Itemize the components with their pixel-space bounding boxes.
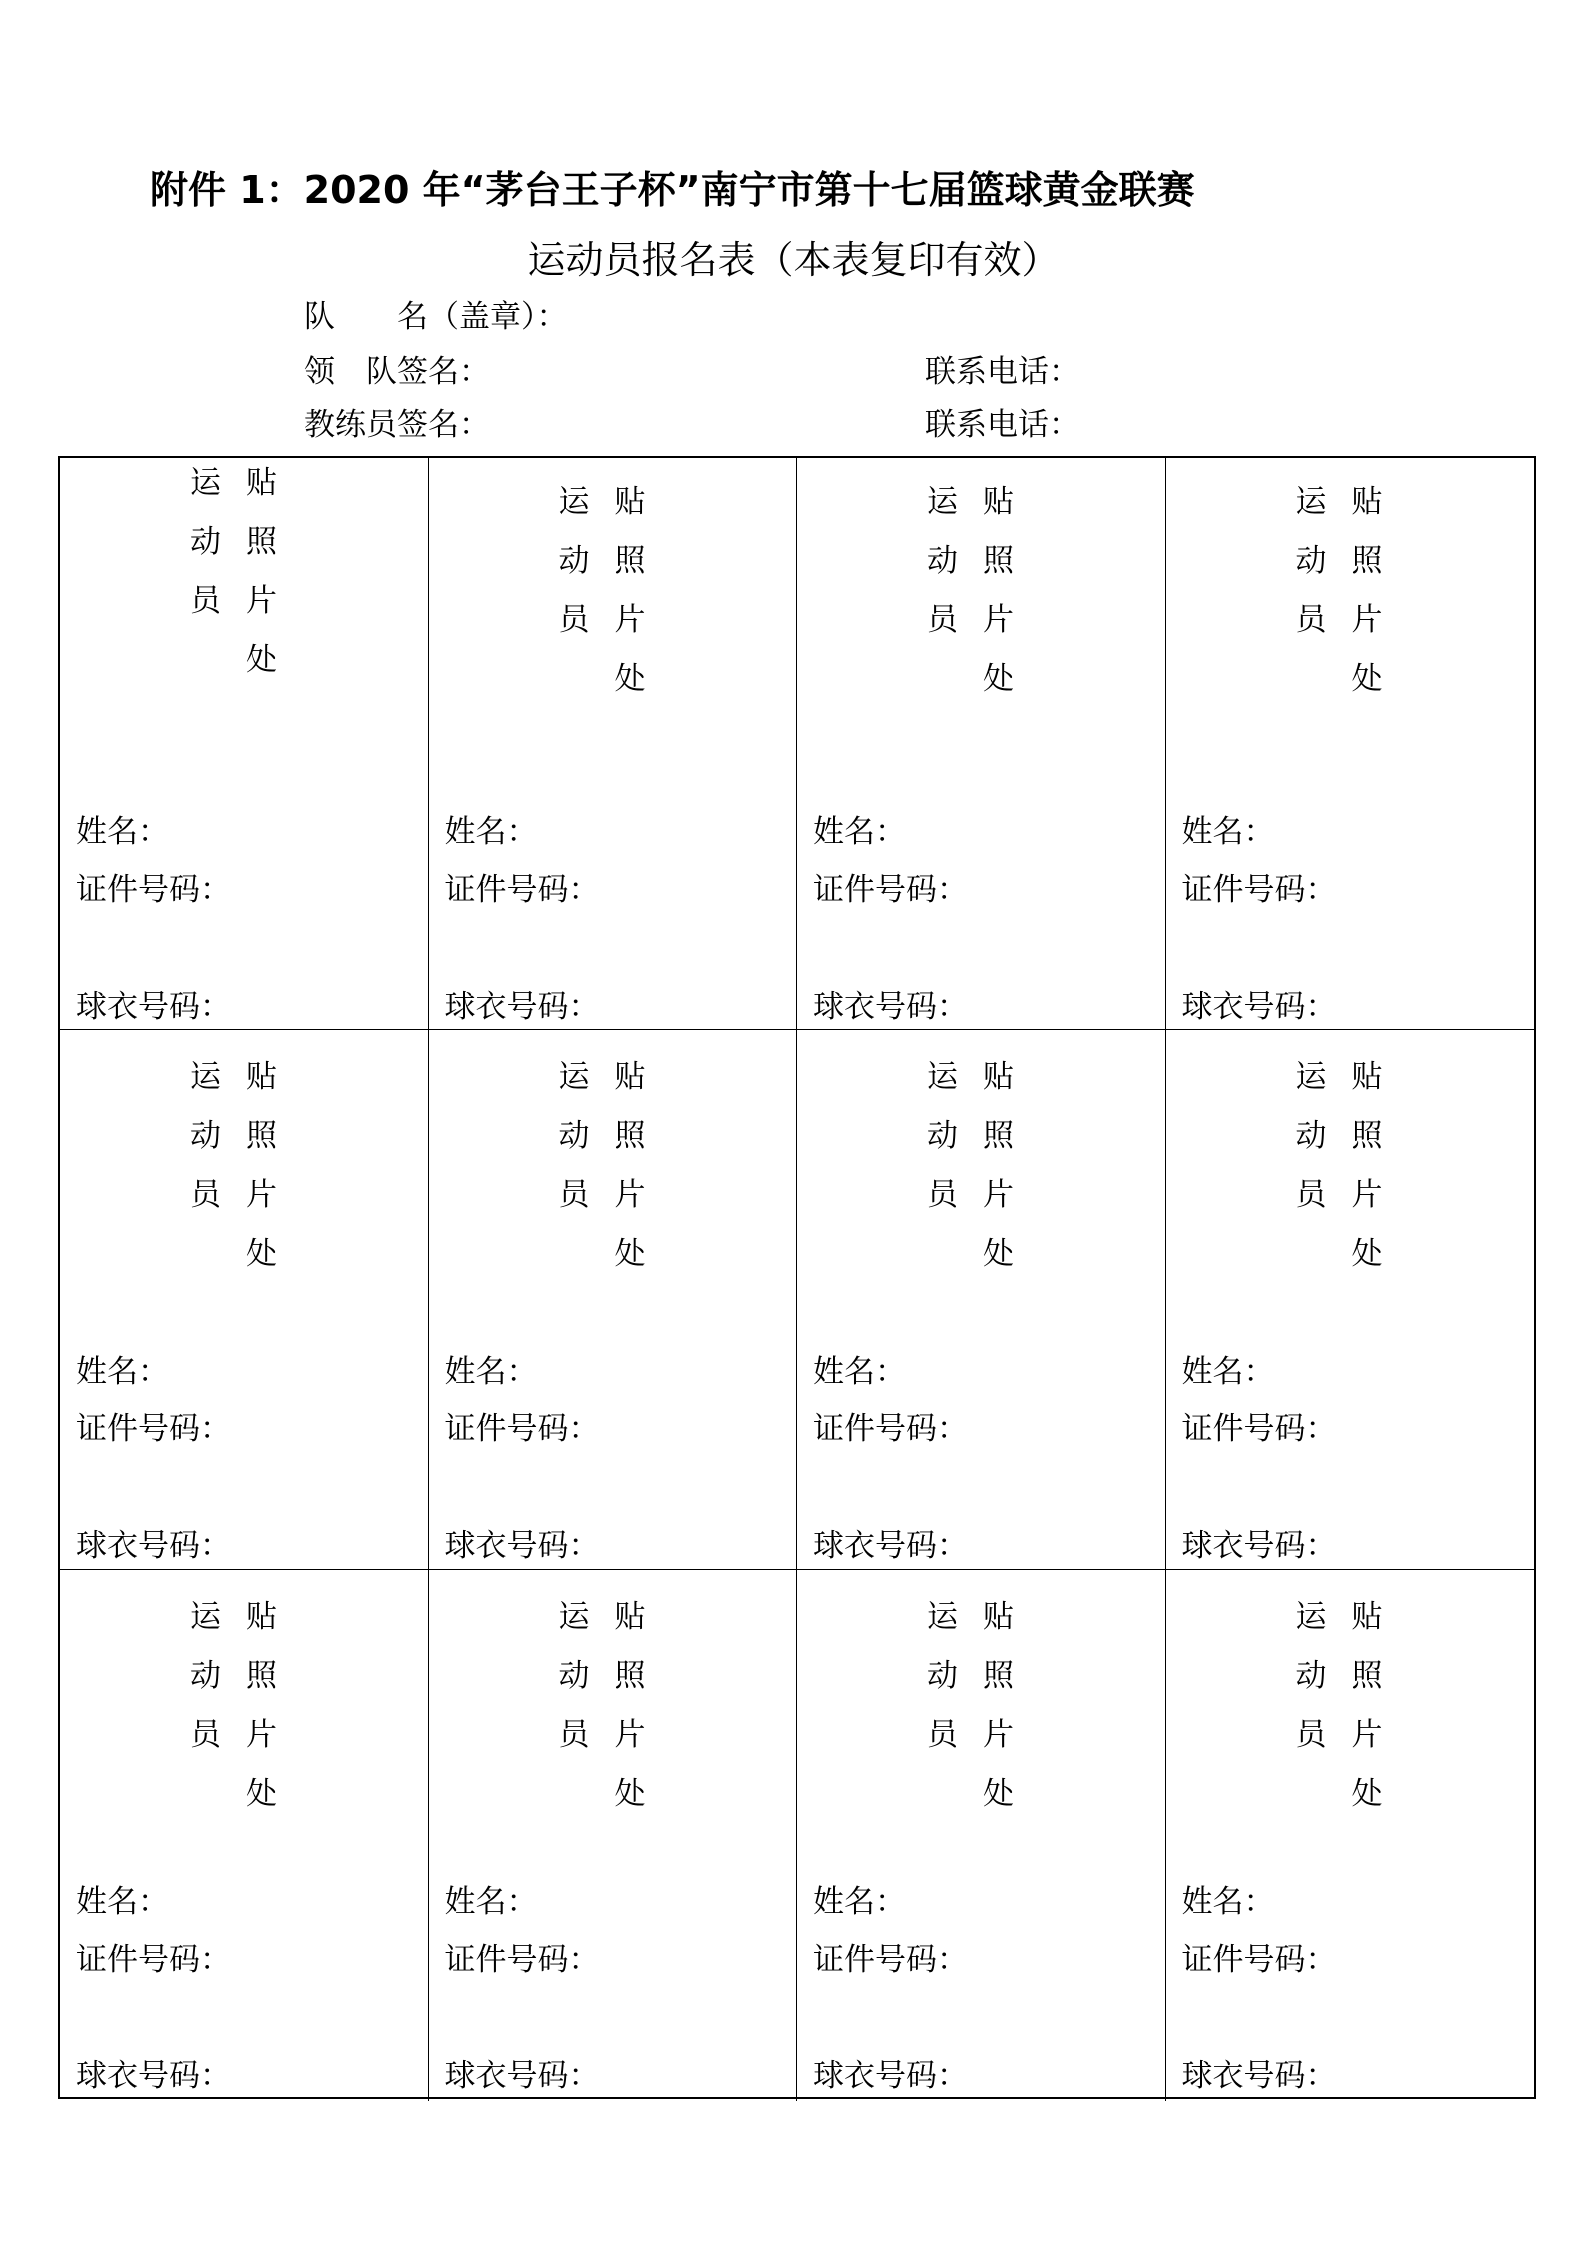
photo-caption-char: 员 bbox=[558, 602, 590, 638]
photo-caption-char: 运 bbox=[927, 1599, 958, 1635]
photo-caption-char: 动 bbox=[927, 543, 958, 579]
athlete-id-number-label: 证件号码： bbox=[444, 1942, 600, 1978]
photo-caption-char: 照 bbox=[1351, 1118, 1383, 1154]
athlete-card bbox=[60, 458, 429, 1030]
athlete-id-number-label: 证件号码： bbox=[813, 1942, 968, 1978]
photo-caption-col-2 bbox=[983, 1048, 1023, 1284]
photo-caption-char: 处 bbox=[1351, 661, 1383, 697]
athlete-name-label: 姓名： bbox=[76, 814, 169, 850]
athlete-id-number-label: 证件号码： bbox=[813, 1411, 968, 1447]
athlete-name-label: 姓名： bbox=[813, 1354, 906, 1390]
photo-caption-char: 动 bbox=[190, 524, 221, 560]
photo-caption-char: 片 bbox=[983, 1177, 1014, 1213]
athlete-card bbox=[797, 1030, 1166, 1570]
athlete-card bbox=[1166, 1570, 1535, 2101]
photo-caption-char: 片 bbox=[1351, 602, 1383, 638]
photo-caption-char: 照 bbox=[614, 1658, 646, 1694]
photo-caption-char: 照 bbox=[1351, 1658, 1383, 1694]
team-name-label: 队 名（盖章）： bbox=[304, 299, 568, 335]
photo-caption-char: 贴 bbox=[983, 1599, 1014, 1635]
photo-caption-char: 运 bbox=[927, 484, 958, 520]
athlete-jersey-number-label: 球衣号码： bbox=[1181, 1528, 1337, 1564]
photo-caption-char: 处 bbox=[246, 1236, 277, 1272]
photo-caption-char: 员 bbox=[190, 583, 221, 619]
photo-caption-char: 运 bbox=[1295, 484, 1327, 520]
photo-caption-char: 贴 bbox=[614, 1599, 646, 1635]
photo-caption-char: 片 bbox=[246, 1177, 277, 1213]
photo-caption-col-2 bbox=[615, 1048, 655, 1284]
photo-caption-char: 照 bbox=[246, 1658, 277, 1694]
photo-caption-col-2 bbox=[246, 1048, 286, 1284]
athlete-card bbox=[60, 1570, 429, 2101]
athlete-id-number-label: 证件号码： bbox=[1181, 1411, 1337, 1447]
athlete-name-label: 姓名： bbox=[76, 1884, 169, 1920]
athlete-card bbox=[60, 1030, 429, 1570]
photo-caption-char: 员 bbox=[190, 1177, 221, 1213]
photo-caption-char: 照 bbox=[246, 1118, 277, 1154]
photo-caption-char: 片 bbox=[246, 583, 277, 619]
photo-caption-char: 处 bbox=[614, 1776, 646, 1812]
photo-caption-char: 贴 bbox=[983, 484, 1014, 520]
photo-caption-col-1 bbox=[190, 454, 230, 631]
photo-caption-char: 员 bbox=[1295, 1177, 1327, 1213]
photo-caption-char: 运 bbox=[190, 1059, 221, 1095]
athlete-id-number-label: 证件号码： bbox=[444, 872, 600, 908]
athlete-name-label: 姓名： bbox=[813, 1884, 906, 1920]
photo-caption-char: 贴 bbox=[246, 1059, 277, 1095]
athlete-registration-grid bbox=[58, 456, 1536, 2099]
athlete-id-number-label: 证件号码： bbox=[813, 872, 968, 908]
athlete-name-label: 姓名： bbox=[444, 1354, 538, 1390]
photo-caption-char: 运 bbox=[927, 1059, 958, 1095]
photo-caption-char: 处 bbox=[983, 1776, 1014, 1812]
photo-caption-char: 处 bbox=[983, 661, 1014, 697]
athlete-jersey-number-label: 球衣号码： bbox=[76, 989, 231, 1025]
photo-caption-char: 动 bbox=[558, 1118, 590, 1154]
athlete-id-number-label: 证件号码： bbox=[1181, 1942, 1337, 1978]
photo-caption-char: 运 bbox=[1295, 1599, 1327, 1635]
photo-caption-char: 运 bbox=[190, 1599, 221, 1635]
photo-caption-char: 员 bbox=[927, 602, 958, 638]
photo-caption-char: 运 bbox=[558, 484, 590, 520]
photo-caption-char: 动 bbox=[558, 543, 590, 579]
athlete-jersey-number-label: 球衣号码： bbox=[76, 1528, 231, 1564]
athlete-name-label: 姓名： bbox=[813, 814, 906, 850]
photo-caption-char: 运 bbox=[558, 1599, 590, 1635]
photo-caption-char: 贴 bbox=[1351, 1599, 1383, 1635]
athlete-id-number-label: 证件号码： bbox=[76, 1942, 231, 1978]
athlete-jersey-number-label: 球衣号码： bbox=[813, 2058, 968, 2094]
photo-caption-col-1 bbox=[559, 1588, 599, 1765]
photo-caption-char: 贴 bbox=[614, 484, 646, 520]
photo-caption-char: 动 bbox=[1295, 1118, 1327, 1154]
athlete-card bbox=[1166, 458, 1535, 1030]
title-line-1: 附件 1：2020 年“茅台王子杯”南宁市第十七届篮球黄金联赛 bbox=[150, 168, 1195, 212]
photo-caption-col-2 bbox=[615, 473, 655, 709]
athlete-jersey-number-label: 球衣号码： bbox=[444, 989, 600, 1025]
photo-caption-col-2 bbox=[615, 1588, 655, 1824]
photo-caption-char: 处 bbox=[983, 1236, 1014, 1272]
photo-caption-char: 处 bbox=[614, 1236, 646, 1272]
athlete-jersey-number-label: 球衣号码： bbox=[813, 989, 968, 1025]
photo-caption-col-1 bbox=[927, 473, 967, 650]
photo-caption-col-1 bbox=[190, 1048, 230, 1225]
photo-caption-char: 运 bbox=[1295, 1059, 1327, 1095]
photo-caption-char: 员 bbox=[927, 1177, 958, 1213]
photo-caption-char: 动 bbox=[927, 1658, 958, 1694]
photo-caption-char: 照 bbox=[246, 524, 277, 560]
photo-caption-char: 动 bbox=[927, 1118, 958, 1154]
photo-caption-col-1 bbox=[1296, 473, 1336, 650]
photo-caption-char: 照 bbox=[983, 1658, 1014, 1694]
photo-caption-char: 片 bbox=[614, 602, 646, 638]
photo-caption-char: 贴 bbox=[1351, 484, 1383, 520]
photo-caption-char: 员 bbox=[558, 1177, 590, 1213]
photo-caption-char: 照 bbox=[983, 543, 1014, 579]
athlete-name-label: 姓名： bbox=[1181, 1354, 1275, 1390]
photo-caption-char: 片 bbox=[614, 1177, 646, 1213]
photo-caption-col-1 bbox=[1296, 1588, 1336, 1765]
athlete-jersey-number-label: 球衣号码： bbox=[76, 2058, 231, 2094]
photo-caption-char: 照 bbox=[983, 1118, 1014, 1154]
photo-caption-char: 处 bbox=[614, 661, 646, 697]
photo-caption-char: 动 bbox=[190, 1658, 221, 1694]
photo-caption-char: 员 bbox=[190, 1717, 221, 1753]
photo-caption-char: 片 bbox=[1351, 1177, 1383, 1213]
photo-caption-char: 处 bbox=[1351, 1776, 1383, 1812]
photo-caption-char: 贴 bbox=[614, 1059, 646, 1095]
photo-caption-char: 照 bbox=[614, 1118, 646, 1154]
photo-caption-char: 处 bbox=[246, 1776, 277, 1812]
photo-caption-char: 动 bbox=[190, 1118, 221, 1154]
photo-caption-col-1 bbox=[190, 1588, 230, 1765]
photo-caption-char: 员 bbox=[927, 1717, 958, 1753]
athlete-name-label: 姓名： bbox=[76, 1354, 169, 1390]
athlete-jersey-number-label: 球衣号码： bbox=[1181, 2058, 1337, 2094]
athlete-name-label: 姓名： bbox=[1181, 1884, 1275, 1920]
photo-caption-char: 员 bbox=[1295, 602, 1327, 638]
photo-caption-char: 动 bbox=[1295, 1658, 1327, 1694]
athlete-id-number-label: 证件号码： bbox=[76, 872, 231, 908]
photo-caption-col-2 bbox=[1352, 1048, 1392, 1284]
photo-caption-col-2 bbox=[1352, 473, 1392, 709]
photo-caption-char: 片 bbox=[1351, 1717, 1383, 1753]
athlete-jersey-number-label: 球衣号码： bbox=[1181, 989, 1337, 1025]
photo-caption-char: 动 bbox=[1295, 543, 1327, 579]
athlete-name-label: 姓名： bbox=[444, 1884, 538, 1920]
athlete-card bbox=[429, 458, 798, 1030]
photo-caption-col-1 bbox=[927, 1588, 967, 1765]
photo-caption-col-1 bbox=[1296, 1048, 1336, 1225]
coach-signature-label: 教练员签名： bbox=[304, 407, 490, 443]
photo-caption-char: 片 bbox=[246, 1717, 277, 1753]
photo-caption-col-1 bbox=[559, 1048, 599, 1225]
athlete-card bbox=[429, 1570, 798, 2101]
photo-caption-char: 贴 bbox=[246, 1599, 277, 1635]
photo-caption-char: 运 bbox=[558, 1059, 590, 1095]
athlete-card bbox=[797, 1570, 1166, 2101]
athlete-jersey-number-label: 球衣号码： bbox=[813, 1528, 968, 1564]
photo-caption-col-1 bbox=[927, 1048, 967, 1225]
athlete-card bbox=[1166, 1030, 1535, 1570]
athlete-id-number-label: 证件号码： bbox=[1181, 872, 1337, 908]
photo-caption-char: 片 bbox=[983, 1717, 1014, 1753]
athlete-card bbox=[429, 1030, 798, 1570]
athlete-jersey-number-label: 球衣号码： bbox=[444, 1528, 600, 1564]
photo-caption-col-1 bbox=[559, 473, 599, 650]
photo-caption-char: 贴 bbox=[983, 1059, 1014, 1095]
athlete-name-label: 姓名： bbox=[444, 814, 538, 850]
athlete-id-number-label: 证件号码： bbox=[444, 1411, 600, 1447]
photo-caption-char: 处 bbox=[246, 642, 277, 678]
photo-caption-col-2 bbox=[246, 1588, 286, 1824]
photo-caption-char: 贴 bbox=[246, 465, 277, 501]
athlete-card bbox=[797, 458, 1166, 1030]
team-leader-signature-label: 领 队签名： bbox=[304, 354, 490, 390]
photo-caption-char: 照 bbox=[614, 543, 646, 579]
photo-caption-char: 贴 bbox=[1351, 1059, 1383, 1095]
photo-caption-col-2 bbox=[983, 1588, 1023, 1824]
photo-caption-char: 动 bbox=[558, 1658, 590, 1694]
athlete-id-number-label: 证件号码： bbox=[76, 1411, 231, 1447]
photo-caption-char: 片 bbox=[614, 1717, 646, 1753]
photo-caption-col-2 bbox=[983, 473, 1023, 709]
coach-phone-label: 联系电话： bbox=[925, 407, 1080, 443]
photo-caption-col-2 bbox=[1352, 1588, 1392, 1824]
photo-caption-char: 处 bbox=[1351, 1236, 1383, 1272]
photo-caption-char: 照 bbox=[1351, 543, 1383, 579]
photo-caption-char: 片 bbox=[983, 602, 1014, 638]
photo-caption-col-2 bbox=[246, 454, 286, 690]
athlete-name-label: 姓名： bbox=[1181, 814, 1275, 850]
photo-caption-char: 员 bbox=[1295, 1717, 1327, 1753]
athlete-jersey-number-label: 球衣号码： bbox=[444, 2058, 600, 2094]
leader-phone-label: 联系电话： bbox=[925, 354, 1080, 390]
photo-caption-char: 运 bbox=[190, 465, 221, 501]
title-line-2: 运动员报名表（本表复印有效） bbox=[527, 238, 1060, 282]
photo-caption-char: 员 bbox=[558, 1717, 590, 1753]
